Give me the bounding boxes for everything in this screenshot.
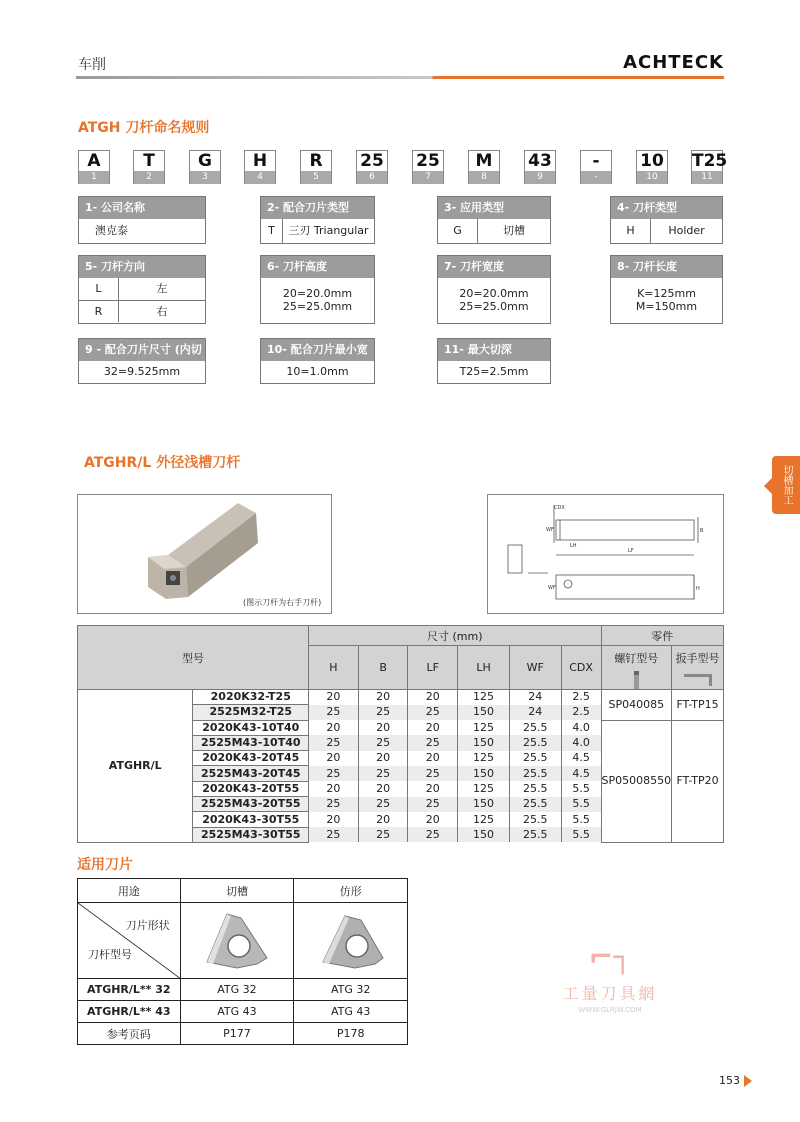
inserts-header-groove: 切槽 — [180, 879, 294, 903]
diagonal-line — [78, 903, 181, 979]
header-dims: 尺寸 (mm) — [309, 626, 601, 646]
dim-value: 25 — [358, 705, 408, 720]
dim-value: 20 — [309, 781, 359, 796]
dim-value: 25.5 — [509, 827, 561, 842]
dim-value: 25.5 — [509, 781, 561, 796]
groove-insert-icon — [197, 906, 277, 972]
dim-value: 125 — [458, 751, 510, 766]
dim-value: 25.5 — [509, 766, 561, 781]
dim-value: 25 — [408, 797, 458, 812]
rule-title: 5- 刀杆方向 — [79, 256, 205, 278]
rule-direction — [78, 255, 206, 324]
rule-min-width — [260, 338, 375, 384]
groove-insert-image — [180, 903, 294, 979]
dim-value: 150 — [458, 735, 510, 750]
wrench-model: FT-TP20 — [672, 720, 724, 842]
page-number: 153 — [719, 1074, 740, 1087]
rule-code: H — [611, 219, 651, 243]
dim-value: 25 — [309, 735, 359, 750]
photo-caption: (图示刀杆为右手刀杆) — [243, 598, 322, 607]
model-code: 2020K32-T25 — [193, 690, 309, 705]
code-char: 25 — [416, 151, 440, 171]
dim-value: 2.5 — [561, 705, 601, 720]
code-num: 4 — [245, 171, 275, 184]
code-char: A — [87, 151, 101, 171]
code-num: 5 — [301, 171, 331, 184]
code-cell — [133, 150, 165, 184]
dim-lh: LH — [570, 543, 577, 549]
dim-value: 2.5 — [561, 690, 601, 705]
model-code: 2020K43-30T55 — [193, 812, 309, 827]
rule-title: 6- 刀杆高度 — [261, 256, 374, 278]
rule-title: 2- 配合刀片类型 — [261, 197, 374, 219]
rule-title: 11- 最大切深 — [438, 339, 550, 361]
model-code: 2525M32-T25 — [193, 705, 309, 720]
code-num: 2 — [134, 171, 164, 184]
dim-value: 150 — [458, 705, 510, 720]
code-char: T — [143, 151, 155, 171]
rule-code: L — [79, 278, 119, 300]
dim-value: 20 — [408, 812, 458, 827]
dim-value: 20 — [309, 812, 359, 827]
ref-page-link[interactable]: P178 — [294, 1023, 408, 1045]
dim-wf: WF — [546, 527, 554, 533]
rule-code: T — [261, 219, 283, 243]
model-code: 2525M43-20T55 — [193, 797, 309, 812]
dim-value: 4.0 — [561, 735, 601, 750]
col-wrench-label: 扳手型号 — [675, 652, 720, 665]
dim-value: 5.5 — [561, 812, 601, 827]
col-cdx: CDX — [561, 646, 601, 690]
rule-insert-type — [260, 196, 375, 244]
rule-title: 9 - 配合刀片尺寸 (内切圆) — [79, 339, 205, 361]
dim-cdx: CDX — [554, 505, 565, 511]
dim-value: 25 — [309, 827, 359, 842]
rule-meaning: Holder — [668, 224, 705, 237]
code-row — [78, 150, 728, 185]
code-cell — [580, 150, 612, 184]
dim-value: 25 — [309, 766, 359, 781]
wrench-model: FT-TP15 — [672, 690, 724, 721]
rule-company — [78, 196, 206, 244]
dim-lf: LF — [628, 548, 634, 554]
model-code: 2525M43-30T55 — [193, 827, 309, 842]
code-char: H — [252, 151, 268, 171]
code-num: 8 — [469, 171, 499, 184]
rule-value: 澳克泰 — [95, 224, 128, 237]
code-cell — [78, 150, 110, 184]
code-cell — [356, 150, 388, 184]
rule-value: 10=1.0mm — [286, 365, 349, 378]
rule-length — [610, 255, 723, 324]
dim-value: 125 — [458, 781, 510, 796]
model-code: 2020K43-10T40 — [193, 720, 309, 735]
dim-value: 25 — [408, 827, 458, 842]
watermark — [540, 940, 680, 1020]
dimension-drawing — [488, 495, 723, 613]
dim-value: 4.0 — [561, 720, 601, 735]
code-cell — [468, 150, 500, 184]
rule-line: M=150mm — [635, 300, 698, 313]
rule-application — [437, 196, 551, 244]
dim-value: 25 — [358, 766, 408, 781]
code-char: - — [592, 151, 600, 171]
rule-value: T25=2.5mm — [459, 365, 529, 378]
code-cell — [691, 150, 728, 184]
holder-model: ATGHR/L** 43 — [78, 1001, 181, 1023]
dim-value: 20 — [309, 720, 359, 735]
col-b: B — [358, 646, 408, 690]
dim-value: 20 — [309, 751, 359, 766]
rule-title: 4- 刀杆类型 — [611, 197, 722, 219]
inserts-title: 适用刀片 — [77, 857, 133, 873]
spec-table — [77, 625, 724, 843]
model-code: 2525M43-10T40 — [193, 735, 309, 750]
dim-value: 25 — [408, 766, 458, 781]
dim-value: 25.5 — [509, 720, 561, 735]
watermark-url: WWW.GLRJW.COM — [578, 1006, 642, 1014]
ref-label: 参考页码 — [78, 1023, 181, 1045]
dim-value: 20 — [408, 751, 458, 766]
dim-wf2: WF — [548, 585, 556, 591]
dim-value: 24 — [509, 690, 561, 705]
code-num: - — [581, 171, 611, 184]
dim-value: 5.5 — [561, 797, 601, 812]
rule-line: K=125mm — [637, 287, 696, 300]
rule-line: 25=25.0mm — [282, 300, 353, 313]
next-page-arrow-icon[interactable] — [744, 1075, 752, 1087]
code-num: 7 — [413, 171, 443, 184]
rule-code: R — [79, 301, 119, 322]
dim-value: 5.5 — [561, 781, 601, 796]
dim-value: 20 — [408, 781, 458, 796]
code-cell — [412, 150, 444, 184]
dim-value: 20 — [358, 751, 408, 766]
groove-insert: ATG 32 — [180, 979, 294, 1001]
model-family: ATGHR/L — [78, 690, 193, 843]
rule-meaning: 左 — [156, 282, 168, 295]
dim-value: 25.5 — [509, 812, 561, 827]
dim-value: 25 — [309, 705, 359, 720]
dim-value: 4.5 — [561, 766, 601, 781]
rule-meaning: 切槽 — [503, 224, 525, 237]
dim-value: 20 — [408, 690, 458, 705]
dim-value: 125 — [458, 812, 510, 827]
profile-insert: ATG 32 — [294, 979, 408, 1001]
code-cell — [524, 150, 556, 184]
rule-width — [437, 255, 551, 324]
holder-photo — [78, 495, 331, 613]
col-screw-label: 螺钉型号 — [614, 652, 659, 665]
model-code: 2525M43-20T45 — [193, 766, 309, 781]
dim-value: 25 — [358, 735, 408, 750]
watermark-text: 工量刀具網 — [562, 984, 658, 1003]
col-wf: WF — [509, 646, 561, 690]
diag-bottom-label: 刀杆型号 — [88, 948, 132, 961]
col-wrench — [672, 646, 724, 690]
profile-insert-image — [294, 903, 408, 979]
inserts-header-use: 用途 — [78, 879, 181, 903]
code-cell — [300, 150, 332, 184]
code-num: 9 — [525, 171, 555, 184]
rule-max-depth — [437, 338, 551, 384]
diag-top-label: 刀片形状 — [125, 919, 170, 932]
watermark-logo-icon: ⌐┐ — [588, 940, 632, 975]
rule-line: 20=20.0mm — [282, 287, 353, 300]
dim-value: 20 — [358, 690, 408, 705]
header-model: 型号 — [78, 626, 309, 690]
dim-value: 125 — [458, 690, 510, 705]
header-parts: 零件 — [601, 626, 723, 646]
dim-value: 25.5 — [509, 797, 561, 812]
screw-model: SP040085 — [601, 690, 672, 721]
groove-insert: ATG 43 — [180, 1001, 294, 1023]
product-title: ATGHR/L 外径浅槽刀杆 — [84, 455, 241, 471]
inserts-header-profile: 仿形 — [294, 879, 408, 903]
side-tab[interactable]: 切槽加工 — [772, 456, 800, 514]
rule-holder-type — [610, 196, 723, 244]
holder-model: ATGHR/L** 32 — [78, 979, 181, 1001]
rule-line: 20=20.0mm — [459, 287, 529, 300]
code-num: 1 — [79, 171, 109, 184]
inserts-table — [77, 878, 408, 1045]
section-label: 车削 — [78, 57, 106, 73]
dim-value: 20 — [358, 781, 408, 796]
dim-value: 20 — [358, 720, 408, 735]
dim-value: 150 — [458, 797, 510, 812]
header-divider — [76, 76, 724, 79]
dim-value: 25 — [408, 705, 458, 720]
model-code: 2020K43-20T55 — [193, 781, 309, 796]
dim-b: B — [700, 528, 704, 534]
rule-title: 8- 刀杆长度 — [611, 256, 722, 278]
code-char: 25 — [360, 151, 384, 171]
code-num: 10 — [637, 171, 667, 184]
dim-h: H — [696, 586, 700, 592]
screw-icon — [634, 671, 639, 689]
code-num: 3 — [190, 171, 220, 184]
code-char: 10 — [640, 151, 664, 171]
code-cell — [636, 150, 668, 184]
rule-title: 10- 配合刀片最小宽度 — [261, 339, 374, 361]
dimension-diagram — [487, 494, 724, 614]
rule-insert-size — [78, 338, 206, 384]
rule-meaning: 右 — [156, 305, 168, 318]
rule-meaning: 三刃 Triangular — [288, 224, 369, 237]
dim-value: 25.5 — [509, 735, 561, 750]
code-char: G — [198, 151, 212, 171]
code-num: 11 — [692, 171, 722, 184]
rule-code: G — [438, 219, 478, 243]
brand-logo: ACHTECK — [623, 52, 724, 73]
dim-value: 25 — [358, 827, 408, 842]
rule-title: 3- 应用类型 — [438, 197, 550, 219]
dim-value: 125 — [458, 720, 510, 735]
code-char: R — [309, 151, 323, 171]
inserts-diagonal-header — [78, 903, 181, 979]
code-cell — [189, 150, 221, 184]
rule-value: 32=9.525mm — [103, 365, 181, 378]
rule-line: 25=25.0mm — [459, 300, 529, 313]
col-screw — [601, 646, 672, 690]
dim-value: 4.5 — [561, 751, 601, 766]
wrench-icon — [684, 674, 712, 686]
naming-title: ATGH 刀杆命名规则 — [78, 120, 210, 136]
dim-value: 25.5 — [509, 751, 561, 766]
rule-title: 7- 刀杆宽度 — [438, 256, 550, 278]
model-code: 2020K43-20T45 — [193, 751, 309, 766]
screw-model: SP05008550 — [601, 720, 672, 842]
profile-insert-icon — [311, 906, 391, 972]
product-photo — [77, 494, 332, 614]
col-h: H — [309, 646, 359, 690]
dim-value: 25 — [408, 735, 458, 750]
dim-value: 20 — [408, 720, 458, 735]
dim-value: 150 — [458, 827, 510, 842]
dim-value: 5.5 — [561, 827, 601, 842]
dim-value: 20 — [358, 812, 408, 827]
ref-page-link[interactable]: P177 — [180, 1023, 294, 1045]
profile-insert: ATG 43 — [294, 1001, 408, 1023]
code-char: 43 — [528, 151, 552, 171]
dim-value: 20 — [309, 690, 359, 705]
dim-value: 150 — [458, 766, 510, 781]
side-tab-arrow — [764, 478, 772, 494]
code-char: M — [475, 151, 493, 171]
code-num: 6 — [357, 171, 387, 184]
col-lf: LF — [408, 646, 458, 690]
dim-value: 25 — [309, 797, 359, 812]
rule-height — [260, 255, 375, 324]
code-cell — [244, 150, 276, 184]
col-lh: LH — [458, 646, 510, 690]
dim-value: 24 — [509, 705, 561, 720]
code-char: T25 — [692, 151, 728, 171]
dim-value: 25 — [358, 797, 408, 812]
rule-title: 1- 公司名称 — [79, 197, 205, 219]
